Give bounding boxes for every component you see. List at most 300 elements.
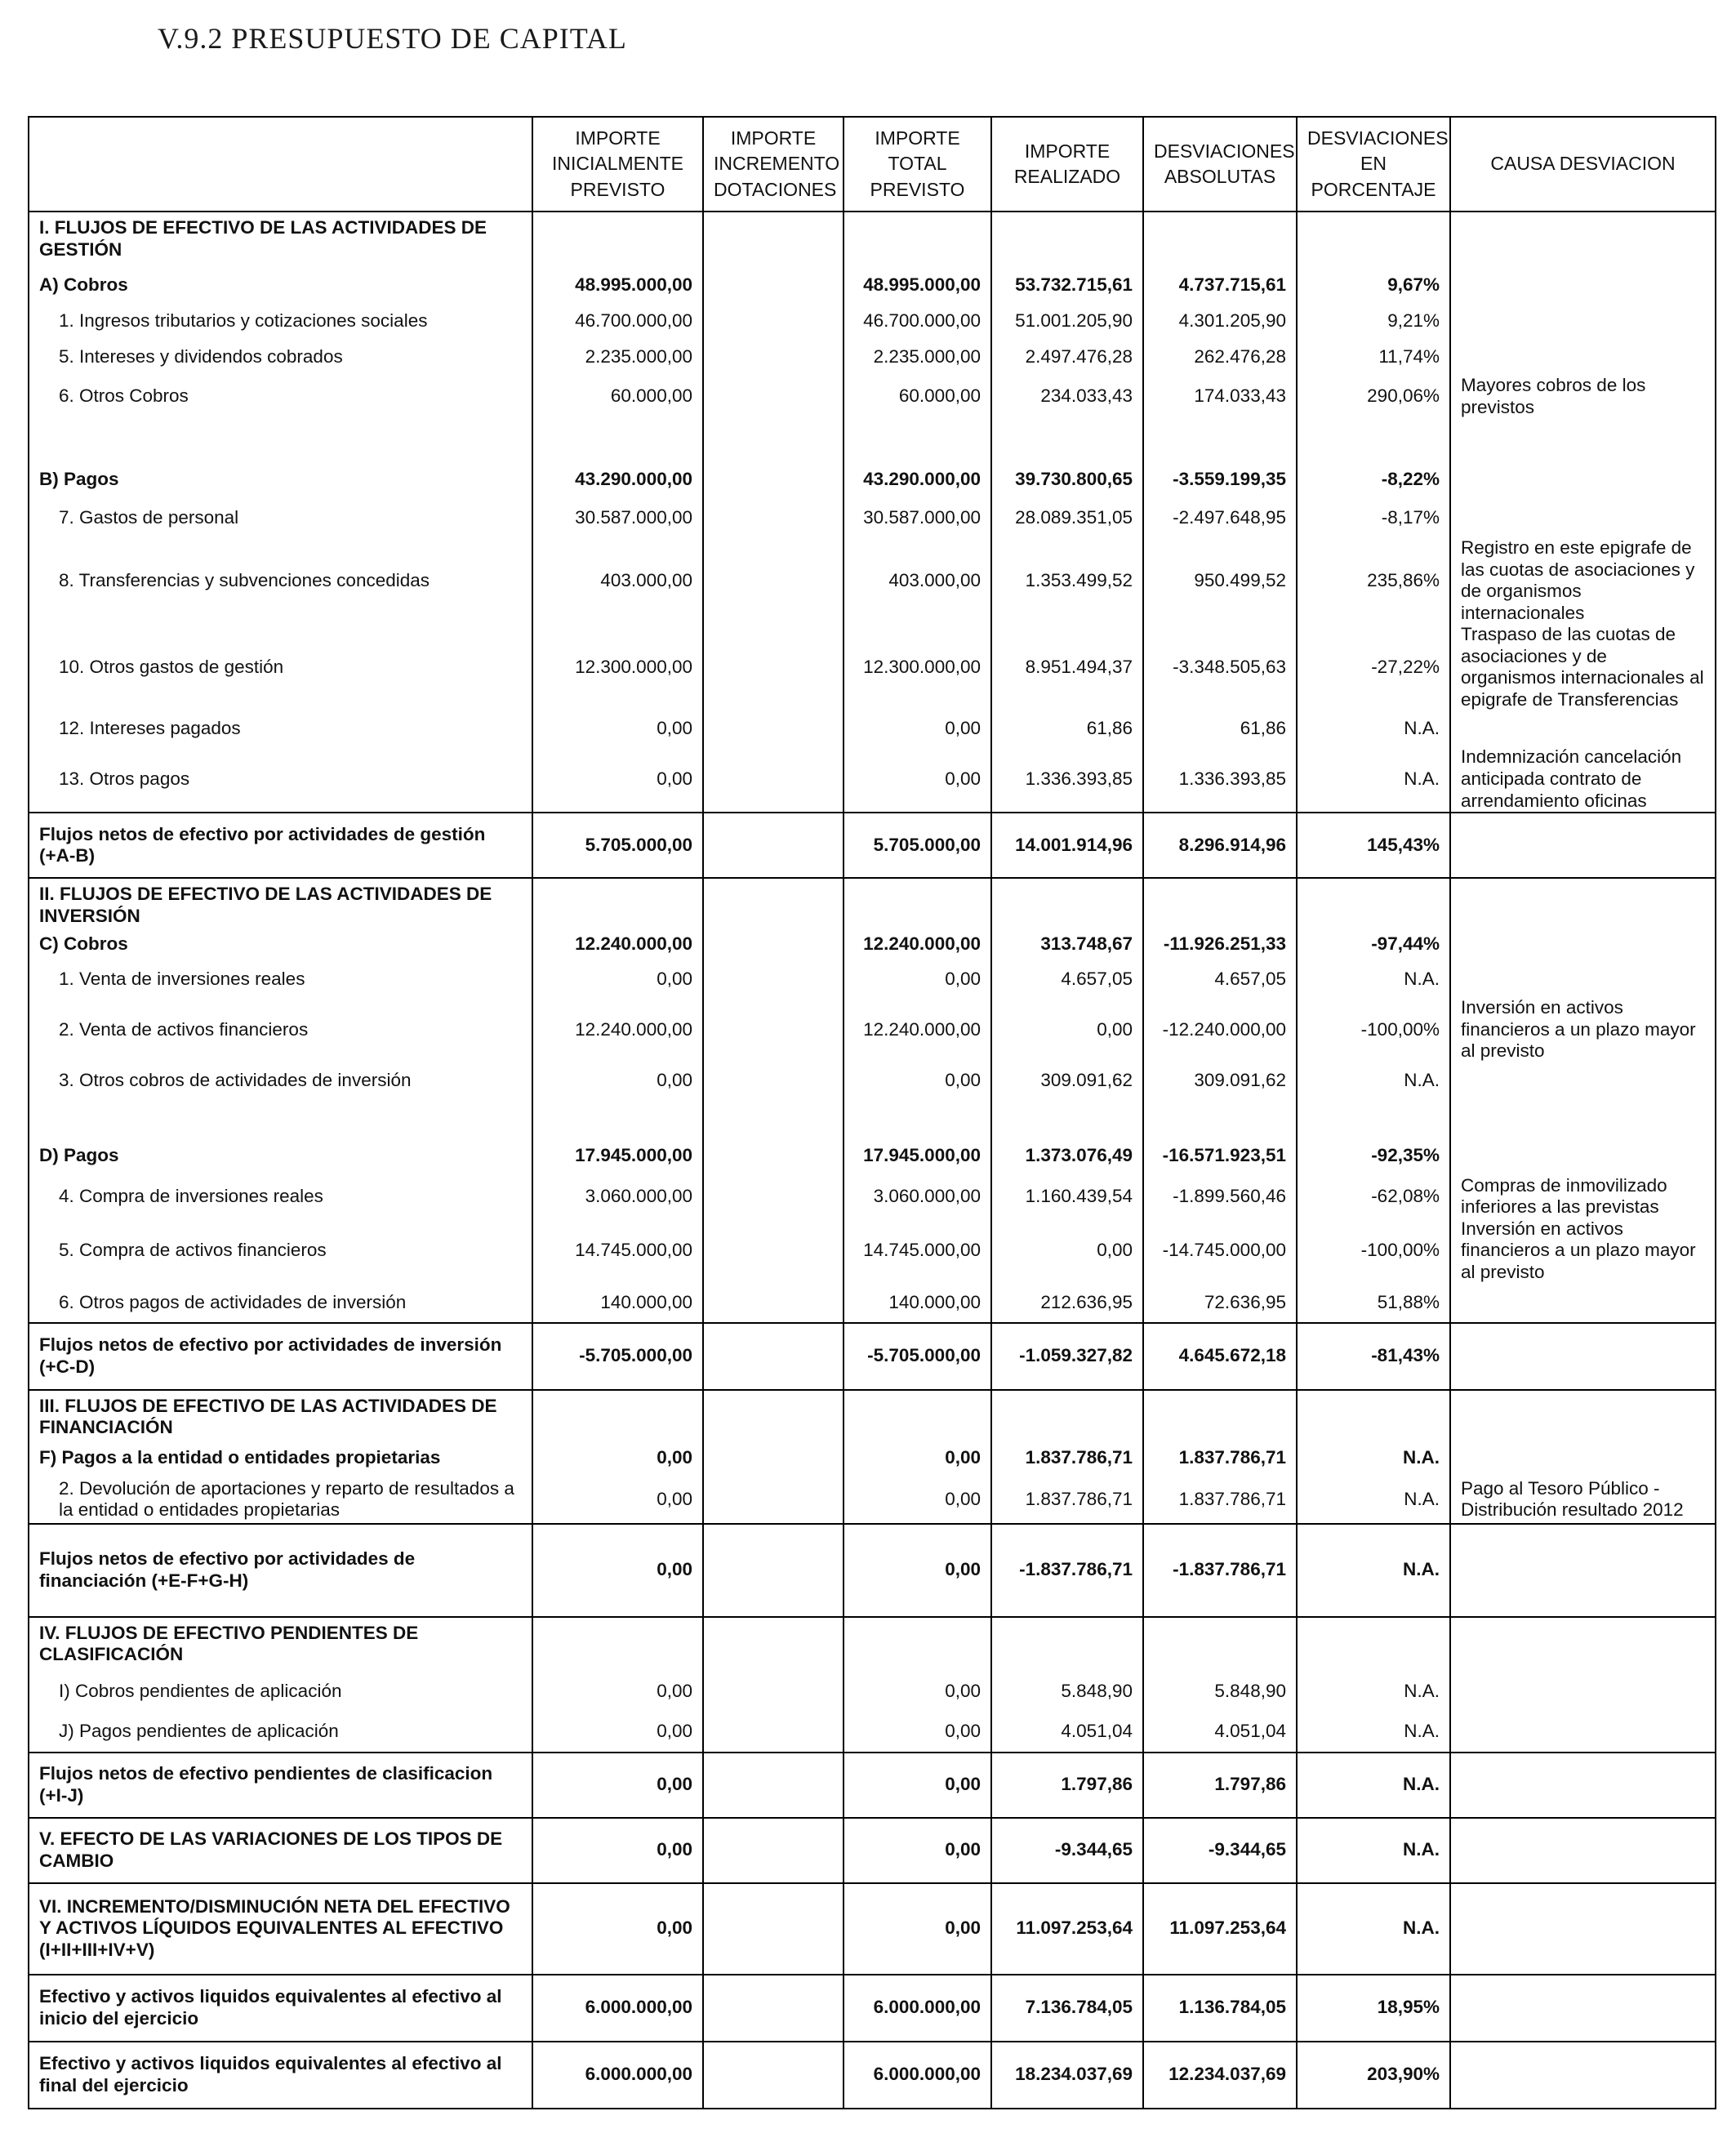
row-desviacion-porcentaje: 9,21%: [1297, 303, 1450, 339]
table-row: [29, 1476, 1716, 1524]
row-importe-total: 140.000,00: [844, 1284, 991, 1323]
row-causa-desviacion: [1450, 961, 1716, 997]
row-concept: II. FLUJOS DE EFECTIVO DE LAS ACTIVIDADES DE INVERSIÓN: [29, 878, 532, 927]
row-importe-realizado: 1.837.786,71: [991, 1441, 1143, 1476]
row-concept: A) Cobros: [29, 267, 532, 303]
net-flow-row: [29, 1323, 1716, 1390]
row-desviacion-absoluta: 4.051,04: [1143, 1712, 1297, 1753]
table-row: [29, 1218, 1716, 1284]
row-desviacion-absoluta: 1.336.393,85: [1143, 746, 1297, 813]
row-desviacion-absoluta: -11.926.251,33: [1143, 927, 1297, 961]
row-importe-incremento: [703, 1062, 844, 1098]
row-desviacion-porcentaje: N.A.: [1297, 1753, 1450, 1818]
row-importe-incremento: [703, 1476, 844, 1524]
table-row: [29, 1284, 1716, 1323]
row-importe-total: 0,00: [844, 1818, 991, 1883]
row-importe-incremento: [703, 1712, 844, 1753]
row-causa-desviacion: [1450, 461, 1716, 498]
row-causa-desviacion: [1450, 1753, 1716, 1818]
row-desviacion-absoluta: 1.837.786,71: [1143, 1476, 1297, 1524]
row-importe-realizado: -9.344,65: [991, 1818, 1143, 1883]
row-importe-incremento: [703, 1136, 844, 1175]
row-desviacion-porcentaje: N.A.: [1297, 1818, 1450, 1883]
net-flow-row: [29, 1883, 1716, 1975]
row-importe-incremento: [703, 1753, 844, 1818]
row-causa-desviacion: Traspaso de las cuotas de asociaciones y de organismos internacionales al epigrafe de Transferencias: [1450, 624, 1716, 710]
row-importe-inicial: 17.945.000,00: [532, 1136, 703, 1175]
row-importe-total: [844, 1617, 991, 1672]
row-importe-total: 0,00: [844, 1441, 991, 1476]
row-concept: Efectivo y activos liquidos equivalentes al efectivo al inicio del ejercicio: [29, 1975, 532, 2042]
row-importe-total: 0,00: [844, 1476, 991, 1524]
row-desviacion-absoluta: 4.301.205,90: [1143, 303, 1297, 339]
row-importe-incremento: [703, 1883, 844, 1975]
row-importe-realizado: 212.636,95: [991, 1284, 1143, 1323]
row-causa-desviacion: [1450, 418, 1716, 461]
net-flow-row: [29, 813, 1716, 878]
row-desviacion-porcentaje: N.A.: [1297, 1441, 1450, 1476]
row-concept: C) Cobros: [29, 927, 532, 961]
row-importe-incremento: [703, 303, 844, 339]
table-row: [29, 303, 1716, 339]
row-concept: 10. Otros gastos de gestión: [29, 624, 532, 710]
row-importe-realizado: 1.797,86: [991, 1753, 1143, 1818]
row-importe-realizado: [991, 1617, 1143, 1672]
row-importe-realizado: 2.497.476,28: [991, 339, 1143, 375]
section-header-row: [29, 212, 1716, 267]
row-importe-realizado: 28.089.351,05: [991, 498, 1143, 537]
row-desviacion-absoluta: 5.848,90: [1143, 1672, 1297, 1712]
row-desviacion-porcentaje: -62,08%: [1297, 1175, 1450, 1218]
row-concept: V. EFECTO DE LAS VARIACIONES DE LOS TIPOS DE CAMBIO: [29, 1818, 532, 1883]
row-importe-total: [844, 212, 991, 267]
row-desviacion-porcentaje: N.A.: [1297, 1476, 1450, 1524]
row-importe-realizado: 5.848,90: [991, 1672, 1143, 1712]
row-importe-inicial: [532, 1390, 703, 1441]
row-importe-incremento: [703, 537, 844, 624]
row-desviacion-porcentaje: -100,00%: [1297, 997, 1450, 1062]
spacer-row: [29, 418, 1716, 461]
row-causa-desviacion: [1450, 927, 1716, 961]
row-importe-total: 0,00: [844, 1712, 991, 1753]
row-causa-desviacion: [1450, 1098, 1716, 1136]
page-title: V.9.2 PRESUPUESTO DE CAPITAL: [158, 22, 627, 55]
row-importe-total: [844, 1390, 991, 1441]
row-concept: 1. Ingresos tributarios y cotizaciones sociales: [29, 303, 532, 339]
row-concept: 2. Devolución de aportaciones y reparto de resultados a la entidad o entidades propietarias: [29, 1476, 532, 1524]
row-importe-realizado: 0,00: [991, 1218, 1143, 1284]
row-importe-total: 6.000.000,00: [844, 1975, 991, 2042]
row-desviacion-absoluta: 1.837.786,71: [1143, 1441, 1297, 1476]
row-importe-total: 0,00: [844, 1753, 991, 1818]
row-desviacion-porcentaje: -27,22%: [1297, 624, 1450, 710]
row-desviacion-porcentaje: [1297, 878, 1450, 927]
net-flow-row: [29, 1753, 1716, 1818]
row-importe-incremento: [703, 498, 844, 537]
row-desviacion-porcentaje: 235,86%: [1297, 537, 1450, 624]
row-concept: D) Pagos: [29, 1136, 532, 1175]
row-importe-inicial: 403.000,00: [532, 537, 703, 624]
capital-budget-table: [28, 116, 1716, 2109]
row-importe-realizado: 1.336.393,85: [991, 746, 1143, 813]
spacer-row: [29, 1098, 1716, 1136]
row-importe-realizado: 1.160.439,54: [991, 1175, 1143, 1218]
table-row: [29, 339, 1716, 375]
row-desviacion-porcentaje: -100,00%: [1297, 1218, 1450, 1284]
row-desviacion-absoluta: [1143, 1098, 1297, 1136]
row-importe-incremento: [703, 1175, 844, 1218]
row-importe-inicial: 0,00: [532, 1753, 703, 1818]
row-importe-total: 0,00: [844, 1672, 991, 1712]
row-importe-inicial: 3.060.000,00: [532, 1175, 703, 1218]
row-importe-inicial: 46.700.000,00: [532, 303, 703, 339]
row-concept: Flujos netos de efectivo por actividades de financiación (+E-F+G-H): [29, 1524, 532, 1617]
row-desviacion-porcentaje: 145,43%: [1297, 813, 1450, 878]
row-importe-total: 0,00: [844, 1062, 991, 1098]
row-desviacion-porcentaje: N.A.: [1297, 1883, 1450, 1975]
row-importe-realizado: 53.732.715,61: [991, 267, 1143, 303]
row-importe-inicial: 0,00: [532, 1524, 703, 1617]
row-concept: 6. Otros pagos de actividades de inversión: [29, 1284, 532, 1323]
row-importe-realizado: [991, 878, 1143, 927]
row-desviacion-absoluta: [1143, 212, 1297, 267]
row-importe-inicial: 0,00: [532, 746, 703, 813]
row-importe-total: 403.000,00: [844, 537, 991, 624]
row-importe-incremento: [703, 1284, 844, 1323]
row-importe-inicial: 5.705.000,00: [532, 813, 703, 878]
row-desviacion-absoluta: [1143, 1617, 1297, 1672]
row-desviacion-absoluta: -16.571.923,51: [1143, 1136, 1297, 1175]
header-importe-realizado: IMPORTE REALIZADO: [991, 117, 1143, 212]
row-importe-total: 0,00: [844, 1524, 991, 1617]
row-importe-inicial: 60.000,00: [532, 375, 703, 418]
header-desviaciones-porcentaje: DESVIACIONES EN PORCENTAJE: [1297, 117, 1450, 212]
row-importe-total: 60.000,00: [844, 375, 991, 418]
row-concept: Efectivo y activos liquidos equivalentes al efectivo al final del ejercicio: [29, 2042, 532, 2109]
row-desviacion-absoluta: 1.136.784,05: [1143, 1975, 1297, 2042]
row-concept: J) Pagos pendientes de aplicación: [29, 1712, 532, 1753]
row-importe-incremento: [703, 746, 844, 813]
header-concept: [29, 117, 532, 212]
row-importe-realizado: 8.951.494,37: [991, 624, 1143, 710]
row-importe-realizado: 61,86: [991, 710, 1143, 746]
row-concept: F) Pagos a la entidad o entidades propietarias: [29, 1441, 532, 1476]
row-causa-desviacion: Inversión en activos financieros a un plazo mayor al previsto: [1450, 1218, 1716, 1284]
row-causa-desviacion: [1450, 1883, 1716, 1975]
row-importe-realizado: 39.730.800,65: [991, 461, 1143, 498]
row-desviacion-absoluta: 12.234.037,69: [1143, 2042, 1297, 2109]
row-importe-total: 30.587.000,00: [844, 498, 991, 537]
row-desviacion-absoluta: -2.497.648,95: [1143, 498, 1297, 537]
row-importe-incremento: [703, 961, 844, 997]
row-importe-incremento: [703, 927, 844, 961]
row-importe-inicial: 30.587.000,00: [532, 498, 703, 537]
table-row: [29, 1136, 1716, 1175]
row-importe-inicial: 14.745.000,00: [532, 1218, 703, 1284]
row-causa-desviacion: [1450, 878, 1716, 927]
row-importe-total: 17.945.000,00: [844, 1136, 991, 1175]
row-desviacion-porcentaje: -8,22%: [1297, 461, 1450, 498]
row-causa-desviacion: [1450, 212, 1716, 267]
row-importe-total: 12.300.000,00: [844, 624, 991, 710]
row-desviacion-porcentaje: [1297, 1098, 1450, 1136]
row-importe-incremento: [703, 997, 844, 1062]
row-importe-inicial: 0,00: [532, 1818, 703, 1883]
row-importe-inicial: 43.290.000,00: [532, 461, 703, 498]
row-desviacion-absoluta: 11.097.253,64: [1143, 1883, 1297, 1975]
row-concept: 5. Intereses y dividendos cobrados: [29, 339, 532, 375]
row-importe-inicial: 0,00: [532, 1712, 703, 1753]
row-desviacion-absoluta: 174.033,43: [1143, 375, 1297, 418]
row-importe-incremento: [703, 461, 844, 498]
section-header-row: [29, 1617, 1716, 1672]
table-row: [29, 927, 1716, 961]
row-importe-total: 3.060.000,00: [844, 1175, 991, 1218]
row-causa-desviacion: [1450, 303, 1716, 339]
row-desviacion-absoluta: -9.344,65: [1143, 1818, 1297, 1883]
row-importe-total: 6.000.000,00: [844, 2042, 991, 2109]
row-importe-total: [844, 1098, 991, 1136]
row-importe-incremento: [703, 878, 844, 927]
row-causa-desviacion: [1450, 1524, 1716, 1617]
row-importe-realizado: 14.001.914,96: [991, 813, 1143, 878]
row-concept: 1. Venta de inversiones reales: [29, 961, 532, 997]
row-concept: IV. FLUJOS DE EFECTIVO PENDIENTES DE CLASIFICACIÓN: [29, 1617, 532, 1672]
table-row: [29, 498, 1716, 537]
row-concept: 4. Compra de inversiones reales: [29, 1175, 532, 1218]
row-importe-total: 0,00: [844, 961, 991, 997]
row-importe-incremento: [703, 1323, 844, 1390]
table-row: [29, 710, 1716, 746]
row-importe-total: 12.240.000,00: [844, 927, 991, 961]
row-desviacion-absoluta: -3.559.199,35: [1143, 461, 1297, 498]
row-concept: 2. Venta de activos financieros: [29, 997, 532, 1062]
row-importe-incremento: [703, 339, 844, 375]
row-causa-desviacion: Pago al Tesoro Público - Distribución resultado 2012: [1450, 1476, 1716, 1524]
net-flow-row: [29, 2042, 1716, 2109]
table-row: [29, 961, 1716, 997]
row-concept: 5. Compra de activos financieros: [29, 1218, 532, 1284]
row-importe-realizado: 11.097.253,64: [991, 1883, 1143, 1975]
row-causa-desviacion: [1450, 1284, 1716, 1323]
row-importe-inicial: 6.000.000,00: [532, 1975, 703, 2042]
table-row: [29, 1712, 1716, 1753]
row-desviacion-absoluta: 4.657,05: [1143, 961, 1297, 997]
row-causa-desviacion: [1450, 339, 1716, 375]
row-causa-desviacion: [1450, 1062, 1716, 1098]
row-concept: 8. Transferencias y subvenciones concedidas: [29, 537, 532, 624]
row-desviacion-absoluta: 262.476,28: [1143, 339, 1297, 375]
row-concept: VI. INCREMENTO/DISMINUCIÓN NETA DEL EFECTIVO Y ACTIVOS LÍQUIDOS EQUIVALENTES AL EFECTIVO (I+II+III+IV+V): [29, 1883, 532, 1975]
net-flow-row: [29, 1524, 1716, 1617]
row-concept: [29, 418, 532, 461]
row-importe-incremento: [703, 1441, 844, 1476]
row-desviacion-absoluta: 4.737.715,61: [1143, 267, 1297, 303]
row-concept: III. FLUJOS DE EFECTIVO DE LAS ACTIVIDADES DE FINANCIACIÓN: [29, 1390, 532, 1441]
header-importe-total: IMPORTE TOTAL PREVISTO: [844, 117, 991, 212]
row-importe-realizado: 234.033,43: [991, 375, 1143, 418]
row-importe-incremento: [703, 212, 844, 267]
row-causa-desviacion: [1450, 1441, 1716, 1476]
row-importe-realizado: 18.234.037,69: [991, 2042, 1143, 2109]
row-desviacion-absoluta: -1.837.786,71: [1143, 1524, 1297, 1617]
row-importe-realizado: [991, 418, 1143, 461]
row-importe-incremento: [703, 1818, 844, 1883]
table-header-row: [29, 117, 1716, 212]
header-importe-inicial: IMPORTE INICIALMENTE PREVISTO: [532, 117, 703, 212]
row-importe-realizado: -1.059.327,82: [991, 1323, 1143, 1390]
row-concept: 3. Otros cobros de actividades de inversión: [29, 1062, 532, 1098]
row-importe-total: 0,00: [844, 1883, 991, 1975]
row-importe-realizado: 313.748,67: [991, 927, 1143, 961]
row-importe-inicial: 12.300.000,00: [532, 624, 703, 710]
row-concept: I) Cobros pendientes de aplicación: [29, 1672, 532, 1712]
row-desviacion-porcentaje: -92,35%: [1297, 1136, 1450, 1175]
row-importe-incremento: [703, 1672, 844, 1712]
row-causa-desviacion: Indemnización cancelación anticipada contrato de arrendamiento oficinas: [1450, 746, 1716, 813]
row-causa-desviacion: [1450, 813, 1716, 878]
row-importe-realizado: 309.091,62: [991, 1062, 1143, 1098]
row-importe-inicial: 0,00: [532, 1883, 703, 1975]
row-causa-desviacion: [1450, 1617, 1716, 1672]
row-desviacion-porcentaje: 18,95%: [1297, 1975, 1450, 2042]
row-causa-desviacion: Compras de inmovilizado inferiores a las previstas: [1450, 1175, 1716, 1218]
row-importe-inicial: [532, 1098, 703, 1136]
row-desviacion-absoluta: 4.645.672,18: [1143, 1323, 1297, 1390]
table-row: [29, 375, 1716, 418]
row-importe-realizado: 51.001.205,90: [991, 303, 1143, 339]
row-desviacion-absoluta: [1143, 418, 1297, 461]
row-importe-inicial: 0,00: [532, 710, 703, 746]
row-importe-inicial: [532, 418, 703, 461]
row-importe-incremento: [703, 1098, 844, 1136]
row-importe-realizado: 1.353.499,52: [991, 537, 1143, 624]
row-importe-incremento: [703, 1524, 844, 1617]
row-importe-total: -5.705.000,00: [844, 1323, 991, 1390]
header-desviaciones-absolutas: DESVIACIONES ABSOLUTAS: [1143, 117, 1297, 212]
row-concept: 7. Gastos de personal: [29, 498, 532, 537]
row-importe-total: [844, 418, 991, 461]
row-importe-inicial: 12.240.000,00: [532, 997, 703, 1062]
row-concept: 13. Otros pagos: [29, 746, 532, 813]
row-importe-realizado: [991, 212, 1143, 267]
row-causa-desviacion: [1450, 2042, 1716, 2109]
row-desviacion-absoluta: 1.797,86: [1143, 1753, 1297, 1818]
table-row: [29, 461, 1716, 498]
row-desviacion-absoluta: 950.499,52: [1143, 537, 1297, 624]
header-causa-desviacion: CAUSA DESVIACION: [1450, 117, 1716, 212]
row-importe-incremento: [703, 2042, 844, 2109]
row-desviacion-absoluta: 72.636,95: [1143, 1284, 1297, 1323]
row-concept: I. FLUJOS DE EFECTIVO DE LAS ACTIVIDADES DE GESTIÓN: [29, 212, 532, 267]
row-causa-desviacion: [1450, 267, 1716, 303]
table-row: [29, 1441, 1716, 1476]
row-causa-desviacion: [1450, 498, 1716, 537]
row-importe-inicial: 0,00: [532, 1476, 703, 1524]
net-flow-row: [29, 1818, 1716, 1883]
row-importe-inicial: [532, 878, 703, 927]
row-importe-realizado: [991, 1390, 1143, 1441]
row-desviacion-porcentaje: 290,06%: [1297, 375, 1450, 418]
row-importe-incremento: [703, 1975, 844, 2042]
row-desviacion-porcentaje: 51,88%: [1297, 1284, 1450, 1323]
row-desviacion-absoluta: -3.348.505,63: [1143, 624, 1297, 710]
table-row: [29, 267, 1716, 303]
row-importe-total: 43.290.000,00: [844, 461, 991, 498]
row-importe-total: 14.745.000,00: [844, 1218, 991, 1284]
row-desviacion-absoluta: 309.091,62: [1143, 1062, 1297, 1098]
row-causa-desviacion: [1450, 1818, 1716, 1883]
row-concept: [29, 1098, 532, 1136]
row-importe-inicial: 0,00: [532, 1672, 703, 1712]
table-row: [29, 1672, 1716, 1712]
row-importe-inicial: 12.240.000,00: [532, 927, 703, 961]
row-desviacion-absoluta: 61,86: [1143, 710, 1297, 746]
row-desviacion-porcentaje: 11,74%: [1297, 339, 1450, 375]
row-importe-realizado: 4.657,05: [991, 961, 1143, 997]
row-importe-inicial: 140.000,00: [532, 1284, 703, 1323]
row-importe-realizado: -1.837.786,71: [991, 1524, 1143, 1617]
row-desviacion-porcentaje: N.A.: [1297, 710, 1450, 746]
row-causa-desviacion: [1450, 1975, 1716, 2042]
row-concept: 6. Otros Cobros: [29, 375, 532, 418]
row-desviacion-porcentaje: N.A.: [1297, 961, 1450, 997]
section-header-row: [29, 878, 1716, 927]
table-row: [29, 746, 1716, 813]
row-importe-inicial: [532, 1617, 703, 1672]
row-desviacion-porcentaje: N.A.: [1297, 1524, 1450, 1617]
row-importe-total: 2.235.000,00: [844, 339, 991, 375]
row-importe-incremento: [703, 1617, 844, 1672]
section-header-row: [29, 1390, 1716, 1441]
row-causa-desviacion: Inversión en activos financieros a un plazo mayor al previsto: [1450, 997, 1716, 1062]
row-importe-incremento: [703, 1390, 844, 1441]
table-row: [29, 1062, 1716, 1098]
row-importe-incremento: [703, 267, 844, 303]
row-importe-incremento: [703, 1218, 844, 1284]
row-desviacion-absoluta: -12.240.000,00: [1143, 997, 1297, 1062]
row-importe-inicial: 0,00: [532, 1062, 703, 1098]
row-causa-desviacion: [1450, 1672, 1716, 1712]
row-desviacion-porcentaje: N.A.: [1297, 746, 1450, 813]
row-concept: Flujos netos de efectivo por actividades de inversión (+C-D): [29, 1323, 532, 1390]
row-causa-desviacion: [1450, 710, 1716, 746]
row-importe-inicial: 6.000.000,00: [532, 2042, 703, 2109]
row-importe-total: 0,00: [844, 746, 991, 813]
table-row: [29, 624, 1716, 710]
row-desviacion-absoluta: -14.745.000,00: [1143, 1218, 1297, 1284]
row-concept: Flujos netos de efectivo por actividades de gestión (+A-B): [29, 813, 532, 878]
row-desviacion-porcentaje: [1297, 418, 1450, 461]
net-flow-row: [29, 1975, 1716, 2042]
table-row: [29, 997, 1716, 1062]
row-causa-desviacion: Mayores cobros de los previstos: [1450, 375, 1716, 418]
row-importe-total: [844, 878, 991, 927]
row-importe-total: 0,00: [844, 710, 991, 746]
row-importe-total: 5.705.000,00: [844, 813, 991, 878]
row-importe-incremento: [703, 624, 844, 710]
row-desviacion-porcentaje: [1297, 1390, 1450, 1441]
row-desviacion-absoluta: [1143, 878, 1297, 927]
table-row: [29, 537, 1716, 624]
row-importe-inicial: 2.235.000,00: [532, 339, 703, 375]
row-importe-incremento: [703, 710, 844, 746]
row-concept: 12. Intereses pagados: [29, 710, 532, 746]
row-importe-total: 12.240.000,00: [844, 997, 991, 1062]
row-desviacion-porcentaje: 9,67%: [1297, 267, 1450, 303]
row-importe-realizado: 1.837.786,71: [991, 1476, 1143, 1524]
row-importe-total: 46.700.000,00: [844, 303, 991, 339]
